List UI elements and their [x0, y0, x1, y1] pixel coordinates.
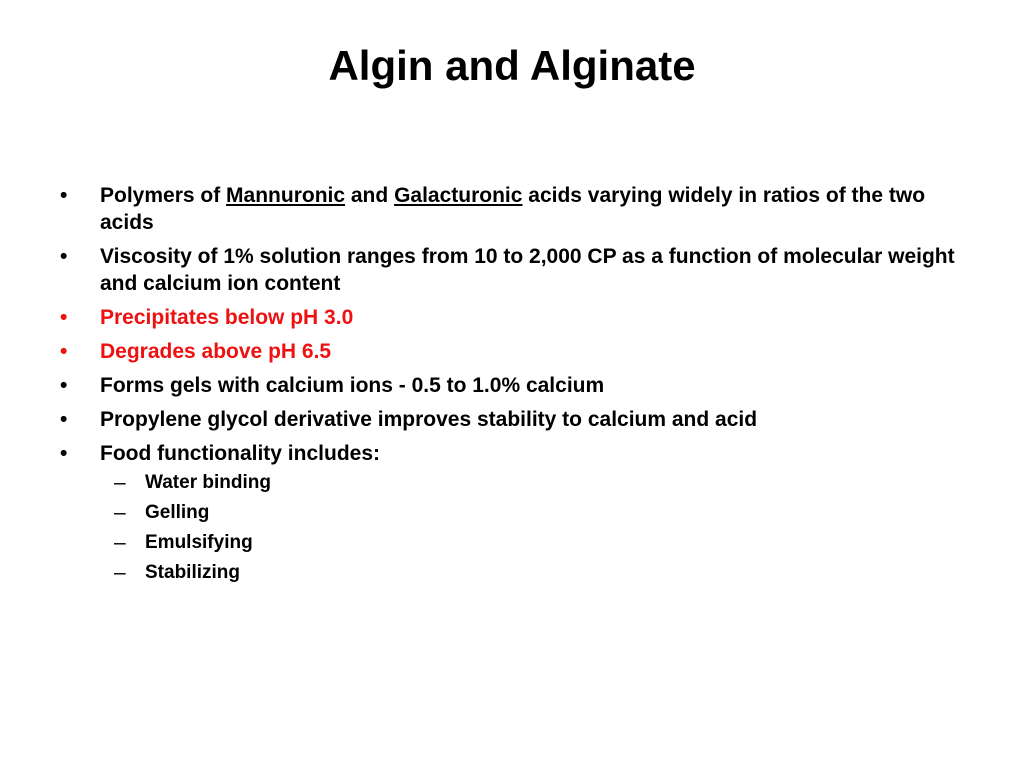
bullet-text-prefix: Polymers of [100, 184, 227, 207]
bullet-item [58, 440, 958, 585]
bullet-text: Forms gels with calcium ions - 0.5 to 1.0% calcium [100, 374, 605, 397]
bullet-marker: • [60, 442, 68, 465]
sub-bullet-item [100, 501, 958, 525]
dash-marker: – [114, 471, 126, 494]
sub-bullet-text: Emulsifying [145, 532, 253, 553]
dash-marker: – [114, 501, 126, 524]
bullet-marker: • [60, 340, 68, 363]
sub-bullet-item [100, 561, 958, 585]
bullet-item-highlight [58, 304, 958, 331]
bullet-text: Propylene glycol derivative improves stability to calcium and acid [100, 408, 758, 431]
bullet-item [58, 372, 958, 399]
sub-bullet-item [100, 471, 958, 495]
bullet-text: Degrades above pH 6.5 [100, 340, 332, 363]
bullet-item-highlight [58, 338, 958, 365]
bullet-marker: • [60, 374, 68, 397]
bullet-text: Viscosity of 1% solution ranges from 10 to 2,000 CP as a function of molecular weight and calcium ion content [100, 245, 955, 295]
dash-marker: – [114, 561, 126, 584]
bullet-item [58, 182, 958, 236]
bullet-text: Precipitates below pH 3.0 [100, 306, 354, 329]
bullet-text-mid: and [345, 184, 395, 207]
sub-bullet-list [100, 471, 958, 585]
sub-bullet-text: Water binding [145, 472, 271, 493]
term-galacturonic: Galacturonic [394, 184, 523, 207]
bullet-marker: • [60, 245, 68, 268]
dash-marker: – [114, 531, 126, 554]
term-mannuronic: Mannuronic [226, 184, 346, 207]
sub-bullet-item [100, 531, 958, 555]
slide-title: Algin and Alginate [328, 42, 696, 89]
bullet-marker: • [60, 306, 68, 329]
bullet-item [58, 406, 958, 433]
bullet-marker: • [60, 408, 68, 431]
bullet-text: Food functionality includes: [100, 442, 380, 465]
bullet-text-suffix: acids varying widely in ratios of the two acids [100, 184, 926, 234]
sub-bullet-text: Stabilizing [145, 562, 240, 583]
sub-bullet-text: Gelling [145, 502, 210, 523]
bullet-item [58, 243, 958, 297]
bullet-marker: • [60, 184, 68, 207]
bullet-list [58, 182, 958, 592]
